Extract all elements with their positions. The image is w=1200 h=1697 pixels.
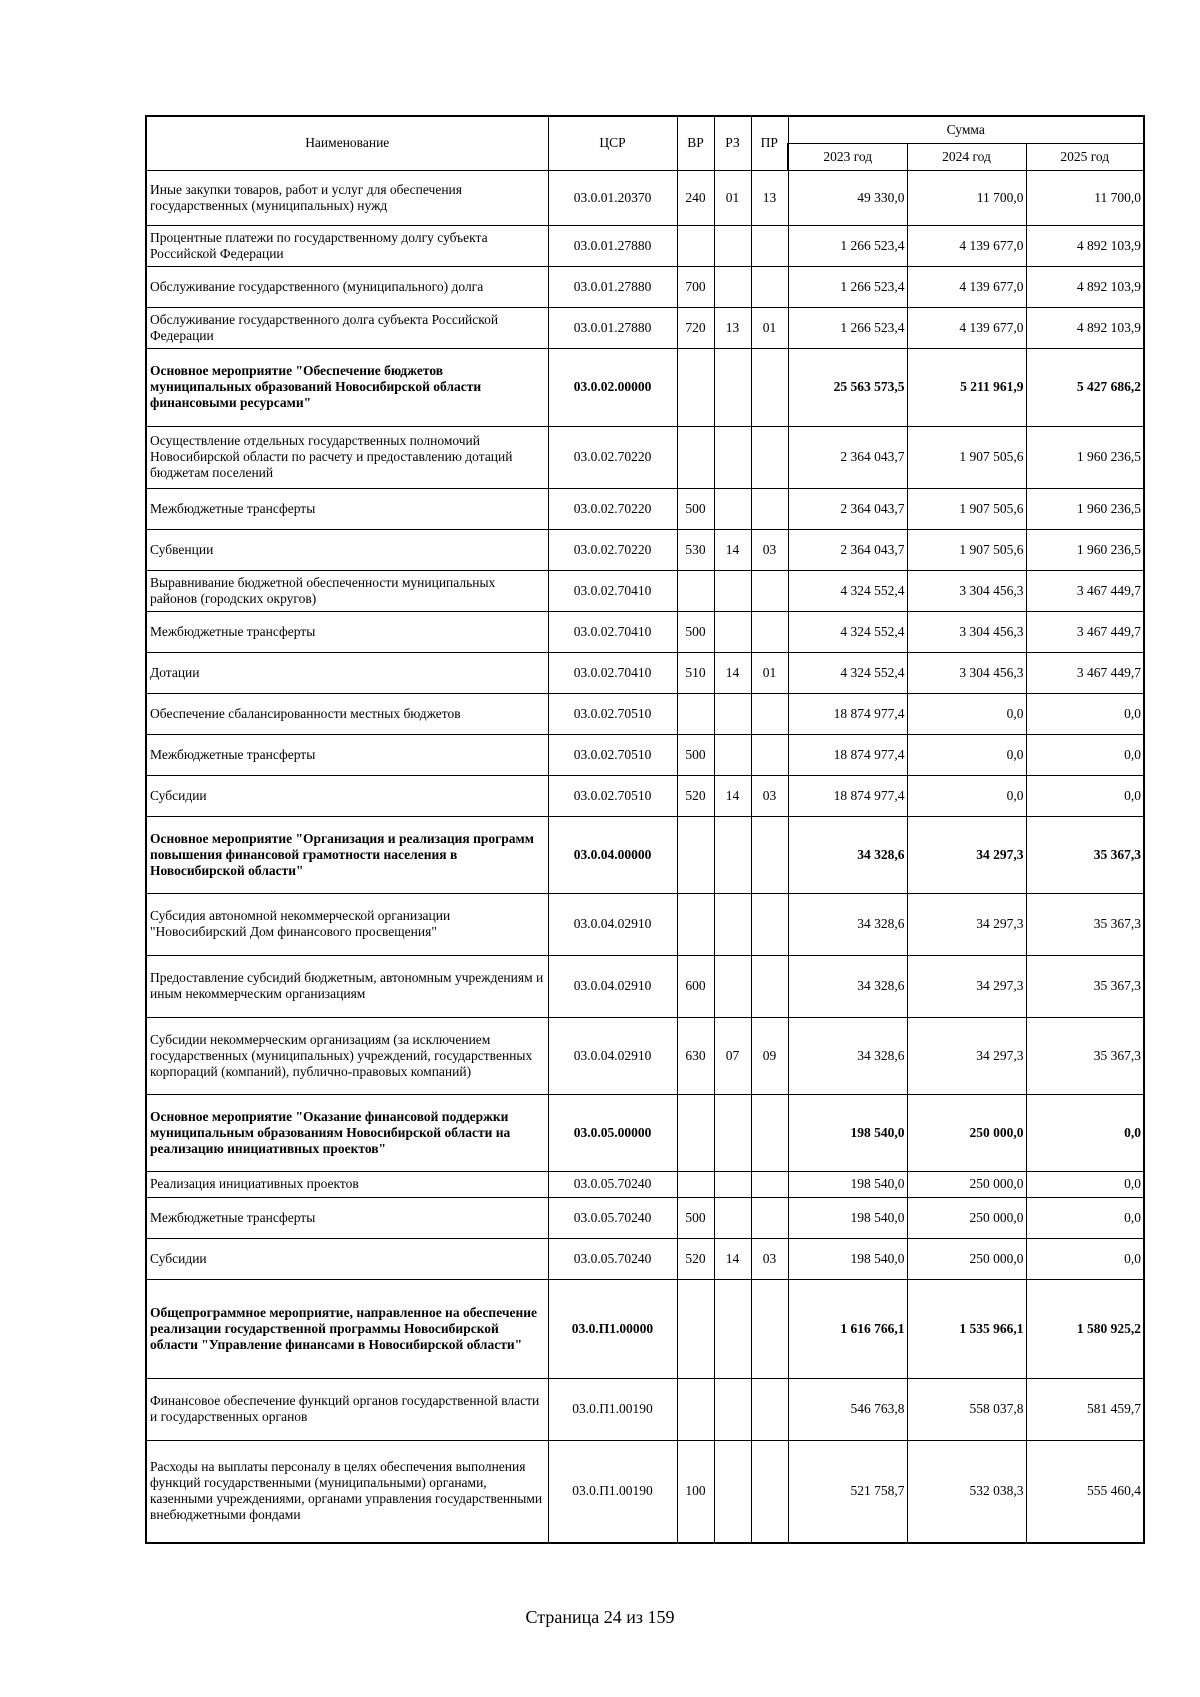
row-pr: 13 <box>751 170 788 225</box>
row-name: Межбюджетные трансферты <box>146 488 548 529</box>
row-csr: 03.0.02.70410 <box>548 611 677 652</box>
row-vr: 630 <box>677 1017 714 1094</box>
table-row <box>146 1017 1144 1094</box>
budget-table <box>145 115 1145 1544</box>
row-sum-2025: 4 892 103,9 <box>1026 225 1144 266</box>
row-sum-2023: 18 874 977,4 <box>788 775 907 816</box>
table-row <box>146 734 1144 775</box>
row-sum-2024: 1 907 505,6 <box>907 529 1026 570</box>
header-year-2024: 2024 год <box>907 143 1026 170</box>
table-row <box>146 955 1144 1017</box>
row-sum-2025: 1 960 236,5 <box>1026 426 1144 488</box>
row-sum-2025: 3 467 449,7 <box>1026 652 1144 693</box>
row-sum-2024: 4 139 677,0 <box>907 225 1026 266</box>
row-csr: 03.0.02.70510 <box>548 734 677 775</box>
row-rz <box>714 1279 751 1378</box>
row-pr <box>751 816 788 893</box>
row-sum-2025: 3 467 449,7 <box>1026 570 1144 611</box>
row-sum-2023: 1 266 523,4 <box>788 307 907 348</box>
row-pr <box>751 266 788 307</box>
row-sum-2025: 0,0 <box>1026 734 1144 775</box>
row-vr <box>677 1279 714 1378</box>
row-vr <box>677 1378 714 1440</box>
row-name: Обслуживание государственного долга субъекта Российской Федерации <box>146 307 548 348</box>
table-row <box>146 225 1144 266</box>
table-row <box>146 652 1144 693</box>
table-row <box>146 1378 1144 1440</box>
row-name: Общепрограммное мероприятие, направленное на обеспечение реализации государственной программы Новосибирской области "Управление финансами в Новосибирской области" <box>146 1279 548 1378</box>
table-row <box>146 1197 1144 1238</box>
row-sum-2023: 34 328,6 <box>788 1017 907 1094</box>
header-rz: РЗ <box>714 116 751 170</box>
row-sum-2025: 0,0 <box>1026 1094 1144 1171</box>
row-sum-2023: 1 616 766,1 <box>788 1279 907 1378</box>
row-pr <box>751 1279 788 1378</box>
row-name: Расходы на выплаты персоналу в целях обеспечения выполнения функций государственными (муниципальными) органами, казенными учреждениями, органами управления государственными внебюджетными фондами <box>146 1440 548 1543</box>
table-row <box>146 693 1144 734</box>
row-csr: 03.0.02.70220 <box>548 488 677 529</box>
row-pr <box>751 570 788 611</box>
row-vr: 100 <box>677 1440 714 1543</box>
row-sum-2025: 581 459,7 <box>1026 1378 1144 1440</box>
row-pr <box>751 955 788 1017</box>
row-name: Выравнивание бюджетной обеспеченности муниципальных районов (городских округов) <box>146 570 548 611</box>
row-sum-2023: 4 324 552,4 <box>788 611 907 652</box>
row-csr: 03.0.04.00000 <box>548 816 677 893</box>
row-sum-2024: 1 535 966,1 <box>907 1279 1026 1378</box>
row-vr: 500 <box>677 734 714 775</box>
row-vr: 240 <box>677 170 714 225</box>
row-csr: 03.0.02.70410 <box>548 652 677 693</box>
row-csr: 03.0.02.70220 <box>548 426 677 488</box>
row-pr <box>751 1440 788 1543</box>
row-sum-2023: 34 328,6 <box>788 955 907 1017</box>
table-row <box>146 1238 1144 1279</box>
row-name: Субсидии некоммерческим организациям (за исключением государственных (муниципальных) учреждений, государственных корпораций (компаний), публично-правовых компаний) <box>146 1017 548 1094</box>
table-row <box>146 426 1144 488</box>
row-sum-2024: 4 139 677,0 <box>907 266 1026 307</box>
row-name: Реализация инициативных проектов <box>146 1171 548 1197</box>
row-name: Обслуживание государственного (муниципального) долга <box>146 266 548 307</box>
row-csr: 03.0.05.70240 <box>548 1171 677 1197</box>
row-sum-2025: 0,0 <box>1026 693 1144 734</box>
row-sum-2024: 34 297,3 <box>907 816 1026 893</box>
row-name: Основное мероприятие "Обеспечение бюджетов муниципальных образований Новосибирской области финансовыми ресурсами" <box>146 348 548 426</box>
row-vr: 500 <box>677 488 714 529</box>
row-rz <box>714 693 751 734</box>
table-header <box>146 116 1144 170</box>
row-sum-2023: 34 328,6 <box>788 893 907 955</box>
row-vr: 520 <box>677 775 714 816</box>
row-csr: 03.0.02.00000 <box>548 348 677 426</box>
row-csr: 03.0.01.27880 <box>548 307 677 348</box>
row-pr <box>751 1197 788 1238</box>
row-vr: 600 <box>677 955 714 1017</box>
row-sum-2024: 11 700,0 <box>907 170 1026 225</box>
row-rz: 07 <box>714 1017 751 1094</box>
row-pr <box>751 611 788 652</box>
table-row <box>146 816 1144 893</box>
row-rz: 14 <box>714 652 751 693</box>
row-csr: 03.0.02.70510 <box>548 693 677 734</box>
row-name: Межбюджетные трансферты <box>146 1197 548 1238</box>
row-name: Осуществление отдельных государственных полномочий Новосибирской области по расчету и предоставлению дотаций бюджетам поселений <box>146 426 548 488</box>
table-body <box>146 170 1144 1543</box>
row-rz <box>714 488 751 529</box>
row-rz <box>714 955 751 1017</box>
table-row <box>146 1094 1144 1171</box>
row-sum-2023: 198 540,0 <box>788 1238 907 1279</box>
row-sum-2023: 2 364 043,7 <box>788 426 907 488</box>
row-pr: 03 <box>751 775 788 816</box>
row-vr <box>677 816 714 893</box>
row-sum-2023: 49 330,0 <box>788 170 907 225</box>
row-sum-2024: 558 037,8 <box>907 1378 1026 1440</box>
row-sum-2025: 555 460,4 <box>1026 1440 1144 1543</box>
table-row <box>146 570 1144 611</box>
row-name: Межбюджетные трансферты <box>146 611 548 652</box>
header-name: Наименование <box>146 116 548 170</box>
row-vr <box>677 426 714 488</box>
row-rz <box>714 348 751 426</box>
row-pr <box>751 693 788 734</box>
row-sum-2023: 198 540,0 <box>788 1171 907 1197</box>
row-rz: 13 <box>714 307 751 348</box>
row-sum-2023: 25 563 573,5 <box>788 348 907 426</box>
row-pr: 01 <box>751 652 788 693</box>
row-csr: 03.0.02.70510 <box>548 775 677 816</box>
row-sum-2023: 521 758,7 <box>788 1440 907 1543</box>
table-row <box>146 266 1144 307</box>
row-sum-2025: 0,0 <box>1026 1171 1144 1197</box>
row-csr: 03.0.05.00000 <box>548 1094 677 1171</box>
row-sum-2023: 4 324 552,4 <box>788 652 907 693</box>
table-row <box>146 893 1144 955</box>
row-sum-2024: 250 000,0 <box>907 1197 1026 1238</box>
row-sum-2023: 546 763,8 <box>788 1378 907 1440</box>
row-sum-2025: 11 700,0 <box>1026 170 1144 225</box>
row-name: Субвенции <box>146 529 548 570</box>
row-sum-2023: 1 266 523,4 <box>788 266 907 307</box>
row-name: Основное мероприятие "Организация и реализация программ повышения финансовой грамотности населения в Новосибирской области" <box>146 816 548 893</box>
row-csr: 03.0.05.70240 <box>548 1238 677 1279</box>
table-row <box>146 170 1144 225</box>
row-pr <box>751 1094 788 1171</box>
row-rz <box>714 225 751 266</box>
row-sum-2025: 1 960 236,5 <box>1026 529 1144 570</box>
row-csr: 03.0.02.70410 <box>548 570 677 611</box>
header-csr: ЦСР <box>548 116 677 170</box>
row-vr: 500 <box>677 1197 714 1238</box>
row-name: Предоставление субсидий бюджетным, автономным учреждениям и иным некоммерческим организациям <box>146 955 548 1017</box>
row-sum-2024: 250 000,0 <box>907 1238 1026 1279</box>
row-csr: 03.0.04.02910 <box>548 955 677 1017</box>
row-csr: 03.0.05.70240 <box>548 1197 677 1238</box>
row-vr <box>677 1171 714 1197</box>
row-pr: 03 <box>751 1238 788 1279</box>
row-sum-2024: 3 304 456,3 <box>907 652 1026 693</box>
row-pr <box>751 1171 788 1197</box>
row-csr: 03.0.П1.00190 <box>548 1440 677 1543</box>
row-sum-2024: 1 907 505,6 <box>907 426 1026 488</box>
row-rz <box>714 1171 751 1197</box>
row-vr <box>677 570 714 611</box>
row-pr: 01 <box>751 307 788 348</box>
row-rz <box>714 1094 751 1171</box>
row-sum-2024: 0,0 <box>907 775 1026 816</box>
row-vr <box>677 225 714 266</box>
row-pr <box>751 1378 788 1440</box>
row-vr: 720 <box>677 307 714 348</box>
row-vr <box>677 348 714 426</box>
row-csr: 03.0.04.02910 <box>548 1017 677 1094</box>
row-rz <box>714 570 751 611</box>
row-csr: 03.0.01.27880 <box>548 225 677 266</box>
row-sum-2024: 34 297,3 <box>907 955 1026 1017</box>
row-csr: 03.0.П1.00000 <box>548 1279 677 1378</box>
row-name: Субсидии <box>146 1238 548 1279</box>
row-vr: 700 <box>677 266 714 307</box>
row-sum-2024: 3 304 456,3 <box>907 570 1026 611</box>
row-rz: 14 <box>714 775 751 816</box>
row-vr: 510 <box>677 652 714 693</box>
row-vr: 500 <box>677 611 714 652</box>
row-name: Процентные платежи по государственному долгу субъекта Российской Федерации <box>146 225 548 266</box>
row-pr: 09 <box>751 1017 788 1094</box>
page-number: Страница 24 из 159 <box>525 1607 675 1627</box>
row-pr: 03 <box>751 529 788 570</box>
row-sum-2023: 18 874 977,4 <box>788 693 907 734</box>
row-csr: 03.0.02.70220 <box>548 529 677 570</box>
row-sum-2025: 35 367,3 <box>1026 955 1144 1017</box>
row-vr <box>677 693 714 734</box>
row-sum-2023: 34 328,6 <box>788 816 907 893</box>
row-sum-2023: 198 540,0 <box>788 1197 907 1238</box>
row-sum-2024: 0,0 <box>907 693 1026 734</box>
row-csr: 03.0.04.02910 <box>548 893 677 955</box>
row-sum-2025: 0,0 <box>1026 1238 1144 1279</box>
row-sum-2025: 4 892 103,9 <box>1026 266 1144 307</box>
row-pr <box>751 488 788 529</box>
row-csr: 03.0.01.27880 <box>548 266 677 307</box>
row-pr <box>751 225 788 266</box>
row-rz <box>714 893 751 955</box>
row-sum-2024: 34 297,3 <box>907 893 1026 955</box>
row-sum-2025: 1 960 236,5 <box>1026 488 1144 529</box>
row-sum-2024: 250 000,0 <box>907 1171 1026 1197</box>
row-sum-2024: 1 907 505,6 <box>907 488 1026 529</box>
row-rz <box>714 816 751 893</box>
row-name: Дотации <box>146 652 548 693</box>
row-sum-2024: 5 211 961,9 <box>907 348 1026 426</box>
row-sum-2025: 1 580 925,2 <box>1026 1279 1144 1378</box>
row-sum-2025: 35 367,3 <box>1026 893 1144 955</box>
row-sum-2024: 3 304 456,3 <box>907 611 1026 652</box>
table-row <box>146 611 1144 652</box>
row-sum-2024: 250 000,0 <box>907 1094 1026 1171</box>
row-sum-2025: 0,0 <box>1026 775 1144 816</box>
header-vr: ВР <box>677 116 714 170</box>
row-sum-2024: 532 038,3 <box>907 1440 1026 1543</box>
row-rz <box>714 266 751 307</box>
row-name: Субсидия автономной некоммерческой организации "Новосибирский Дом финансового просвещения" <box>146 893 548 955</box>
row-sum-2023: 4 324 552,4 <box>788 570 907 611</box>
row-sum-2025: 35 367,3 <box>1026 816 1144 893</box>
row-vr: 520 <box>677 1238 714 1279</box>
row-rz <box>714 611 751 652</box>
row-sum-2024: 34 297,3 <box>907 1017 1026 1094</box>
row-pr <box>751 426 788 488</box>
row-sum-2023: 1 266 523,4 <box>788 225 907 266</box>
row-csr: 03.0.01.20370 <box>548 170 677 225</box>
row-sum-2024: 0,0 <box>907 734 1026 775</box>
row-rz <box>714 1197 751 1238</box>
table-row <box>146 488 1144 529</box>
row-sum-2023: 2 364 043,7 <box>788 529 907 570</box>
row-vr: 530 <box>677 529 714 570</box>
header-year-2023: 2023 год <box>788 143 907 170</box>
row-name: Финансовое обеспечение функций органов государственной власти и государственных органов <box>146 1378 548 1440</box>
row-sum-2023: 2 364 043,7 <box>788 488 907 529</box>
table-row <box>146 529 1144 570</box>
row-name: Иные закупки товаров, работ и услуг для обеспечения государственных (муниципальных) нужд <box>146 170 548 225</box>
table-row <box>146 1440 1144 1543</box>
row-name: Основное мероприятие "Оказание финансовой поддержки муниципальным образованиям Новосибирской области на реализацию инициативных проектов" <box>146 1094 548 1171</box>
header-sum: Сумма <box>788 116 1144 143</box>
header-year-2025: 2025 год <box>1026 143 1144 170</box>
row-vr <box>677 1094 714 1171</box>
row-rz <box>714 1378 751 1440</box>
row-name: Обеспечение сбалансированности местных бюджетов <box>146 693 548 734</box>
row-sum-2025: 4 892 103,9 <box>1026 307 1144 348</box>
row-name: Субсидии <box>146 775 548 816</box>
table-row <box>146 307 1144 348</box>
row-vr <box>677 893 714 955</box>
row-pr <box>751 893 788 955</box>
row-name: Межбюджетные трансферты <box>146 734 548 775</box>
table-row <box>146 348 1144 426</box>
row-sum-2023: 198 540,0 <box>788 1094 907 1171</box>
row-rz <box>714 1440 751 1543</box>
row-pr <box>751 348 788 426</box>
row-rz <box>714 426 751 488</box>
row-sum-2024: 4 139 677,0 <box>907 307 1026 348</box>
row-pr <box>751 734 788 775</box>
row-csr: 03.0.П1.00190 <box>548 1378 677 1440</box>
table-row <box>146 1171 1144 1197</box>
row-rz: 14 <box>714 1238 751 1279</box>
table-row <box>146 775 1144 816</box>
table-row <box>146 1279 1144 1378</box>
row-sum-2023: 18 874 977,4 <box>788 734 907 775</box>
header-pr: ПР <box>751 116 788 170</box>
row-rz: 01 <box>714 170 751 225</box>
row-sum-2025: 5 427 686,2 <box>1026 348 1144 426</box>
row-sum-2025: 0,0 <box>1026 1197 1144 1238</box>
row-rz: 14 <box>714 529 751 570</box>
row-sum-2025: 3 467 449,7 <box>1026 611 1144 652</box>
row-sum-2025: 35 367,3 <box>1026 1017 1144 1094</box>
row-rz <box>714 734 751 775</box>
